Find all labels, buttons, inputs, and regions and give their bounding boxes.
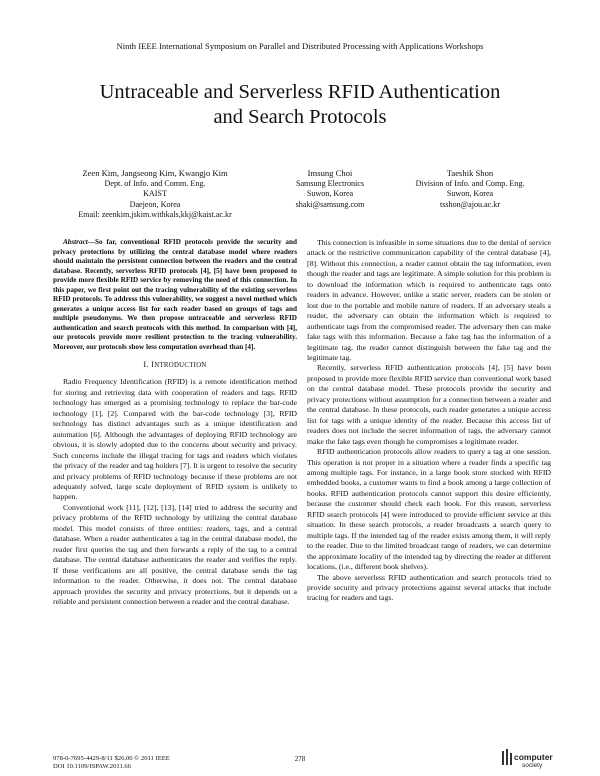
author-dept: Dept. of Info. and Comm. Eng. [104,178,206,188]
section-title-first: I [151,360,155,369]
author-location: Daejeon, Korea [129,199,181,209]
footer-doi: DOI 10.1109/ISPAW.2011.66 [53,763,131,770]
computer-society-logo [500,749,552,771]
paper-title [40,80,560,130]
abstract-label: Abstract— [63,238,95,246]
section-number: I. [143,360,149,369]
paragraph: The above serverless RFID authentication and search protocols tried to provide security and privacy protections against several attacks that include tracing for readers and tags. [307,572,551,603]
paragraph: Conventional work [11], [12], [13], [14] tried to address the security and privacy problems of the RFID technology by utilizing the central database model. This model consists of three entities: readers, tags, and a central database. When a reader authenticates a tag in the central database model, the reader first queries the tag and then forwards a reply of the tag to a central database. The central database authenticates the reader and verifies the reply. If these verifications are all positive, the central database sends the tag information to the reader. Otherwise, it does not. The central database approach provides the security and privacy protections, but it depends on a reliable and persistent connection between a reader and the central database. [53,502,297,606]
section-title-rest: NTRODUCTION [154,362,207,369]
right-column [307,238,551,604]
abstract [53,238,297,352]
left-column [53,238,297,607]
author-block [50,168,550,224]
author-dept: Samsung Electronics [295,178,365,188]
section-heading-introduction [53,360,297,371]
author-names: Zeen Kim, Jangseong Kim, Kwangjo Kim [82,168,228,178]
author-email: Email: zeenkim,jskim.withkals,kkj@kaist.ac.kr [78,210,232,220]
author-group-1 [50,168,260,221]
author-email: shaki@samsung.com [295,199,365,209]
paragraph: RFID authentication protocols allow readers to query a tag at one session. This operation is not proper in a situation where a reader finds a specific tag among multiple tags. For instance, in a large book store stocked with RFID embedded books, a customer wants to find a book among a large collection of books. RFID authentication protocols cannot support this desire efficiently, because the customer should check each book. For this reason, serverless RFID search protocols [4] were introduced to provide efficient service at this situation. In these search protocols, a reader broadcasts a search query to multiple tags. If the intended tag of the reader exists among them, it will reply to the reader. Due to the limited broadcast range of readers, we can determine the approximate locality of the intended tag by directing the reader at different locations, (i.e., different book shelves). [307,447,551,572]
logo-text-computer: computer [514,752,553,762]
author-org: Suwon, Korea [446,189,494,199]
author-org: Suwon, Korea [306,189,354,199]
title-line-1: Untraceable and Serverless RFID Authentication [99,81,501,103]
paragraph: Radio Frequency Identification (RFID) is a remote identification method for storing and retrieving data with cooperation of readers and tags. RFID technology has emerged as a promising technology to replace the bar-code technology [1], [2]. Compared with the bar-code technology [3], RFID technology has distinct advantages such as a unique identification and automation [6]. Although the advantages of deploying RFID technology are obvious, it is slowly adopted due to the concerns about security and privacy. Such concerns include the illegal tracing for tags and readers which violates the privacy of the reader and tag holders [7]. It is urgent to resolve the security and privacy problems of RFID technology because if these problems are not adequately solved, large scale deployment of RFID system is unlikely to happen. [53,377,297,502]
computer-society-icon [500,749,514,769]
author-group-2 [265,168,395,210]
logo-text-society: society [522,762,543,769]
abstract-text: So far, conventional RFID protocols provide the security and privacy protections by utilizing the central database model where readers should maintain the persistent connection between the readers and the central database. Recently, serverless RFID protocols [4], [5] have been proposed to provide more flexible RFID service by removing the need of this connection. In this paper, we first point out the tracing vulnerability of the existing serverless RFID protocols. To address this vulnerability, we suggest a novel method which generates a unique access list for each reader based on groups of tags and multiple pseudonyms. We then propose untraceable and serverless RFID authentication and search protocols with this method. In comparison with [4], our protocols provide more resilient protection to the tracing vulnerability. Moreover, our protocols show less computation overhead than [4]. [53,238,297,351]
conference-header: Ninth IEEE International Symposium on Parallel and Distributed Processing with Applications Workshops [116,41,484,51]
author-email: tsshon@ajou.ac.kr [439,199,501,209]
paragraph: Recently, serverless RFID authentication protocols [4], [5] have been proposed to provide more flexible RFID service than conventional work based on the central database model. These protocols provide the security and privacy protections without assumption for a connection between a reader and the central database. In these protocols, each reader generates a unique access list for tags with a unique identity of the reader. Because this access list of readers does not include the secret information of tags, the adversary cannot make the fake tags even though he compromises a legitimate reader. [307,363,551,446]
page-number: 278 [294,755,306,763]
author-names: Imsung Choi [307,168,353,178]
author-dept: Division of Info. and Comp. Eng. [415,178,525,188]
author-org: KAIST [143,189,167,199]
author-names: Taeshik Shon [446,168,494,178]
footer-isbn: 978-0-7695-4429-8/11 $26.00 © 2011 IEEE [53,755,170,762]
title-line-2: and Search Protocols [213,106,387,128]
paragraph: This connection is infeasible in some situations due to the denial of service attack or the restrictive communication capability of the central database [4], [8]. Without this connection, a reader cannot obtain the tag information, even though the reader and tags are legitimate. A simple solution for this problem is to download the information which is required to authenticate tags onto readers in advance. However, unlike a static server, readers can be stolen or lost due to the portable and mobile nature of readers. If an adversary steals a reader, the adversary can obtain the information which is required to authenticate tags from the compromised reader. The adversary then can make fake tags with this information. Because a fake tag has the information of a legitimate tag, the reader cannot distinguish between the fake tag and the legitimate tag. [307,238,551,362]
author-group-3 [380,168,560,210]
